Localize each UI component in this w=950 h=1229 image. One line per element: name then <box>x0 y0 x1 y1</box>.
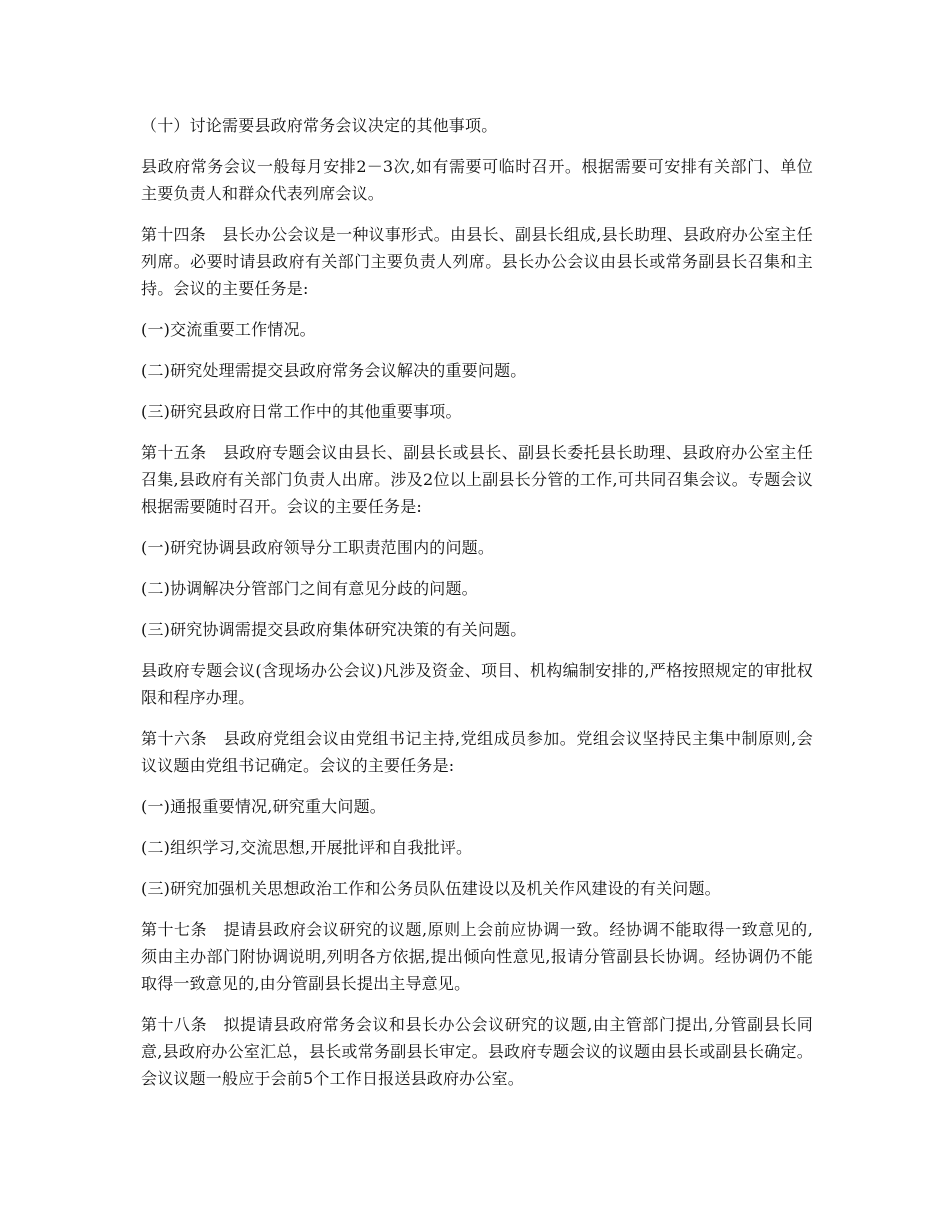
paragraph-article-15-item-2: (二)协调解决分管部门之间有意见分歧的问题。 <box>141 579 478 598</box>
document-body <box>141 112 813 1106</box>
paragraph-article-14: 第十四条 县长办公会议是一种议事形式。由县长、副县长组成,县长助理、县政府办公室主任列席。必要时请县政府有关部门主要负责人列席。县长办公会议由县长或常务副县长召集和主持。会议的主要任务是: <box>141 225 813 298</box>
paragraph-article-14-item-2: (二)研究处理需提交县政府常务会议解决的重要问题。 <box>141 361 527 380</box>
paragraph-special-meeting-rules: 县政府专题会议(含现场办公会议)凡涉及资金、项目、机构编制安排的,严格按照规定的审批权限和程序办理。 <box>141 661 813 707</box>
paragraph-item-10: （十）讨论需要县政府常务会议决定的其他事项。 <box>141 116 498 135</box>
paragraph-article-15-item-3: (三)研究协调需提交县政府集体研究决策的有关问题。 <box>141 620 527 639</box>
paragraph-article-14-item-3: (三)研究县政府日常工作中的其他重要事项。 <box>141 402 462 421</box>
paragraph-article-16-item-1: (一)通报重要情况,研究重大问题。 <box>141 797 386 816</box>
paragraph-article-16-item-3: (三)研究加强机关思想政治工作和公务员队伍建设以及机关作风建设的有关问题。 <box>141 879 721 898</box>
paragraph-article-15: 第十五条 县政府专题会议由县长、副县长或县长、副县长委托县长助理、县政府办公室主任召集,县政府有关部门负责人出席。涉及2位以上副县长分管的工作,可共同召集会议。专题会议根据需要随时召开。会议的主要任务是: <box>141 443 813 516</box>
paragraph-standing-meeting-frequency: 县政府常务会议一般每月安排2－3次,如有需要可临时召开。根据需要可安排有关部门、单位主要负责人和群众代表列席会议。 <box>141 157 813 203</box>
paragraph-article-16: 第十六条 县政府党组会议由党组书记主持,党组成员参加。党组会议坚持民主集中制原则,会议议题由党组书记确定。会议的主要任务是: <box>141 729 813 775</box>
paragraph-article-14-item-1: (一)交流重要工作情况。 <box>141 320 316 339</box>
paragraph-article-18: 第十八条 拟提请县政府常务会议和县长办公会议研究的议题,由主管部门提出,分管副县长同意,县政府办公室汇总，县长或常务副县长审定。县政府专题会议的议题由县长或副县长确定。会议议题一般应于会前5个工作日报送县政府办公室。 <box>141 1015 813 1088</box>
paragraph-article-15-item-1: (一)研究协调县政府领导分工职责范围内的问题。 <box>141 538 495 557</box>
paragraph-article-16-item-2: (二)组织学习,交流思想,开展批评和自我批评。 <box>141 838 473 857</box>
paragraph-article-17: 第十七条 提请县政府会议研究的议题,原则上会前应协调一致。经协调不能取得一致意见的,须由主办部门附协调说明,列明各方依据,提出倾向性意见,报请分管副县长协调。经协调仍不能取得一致意见的,由分管副县长提出主导意见。 <box>141 920 813 993</box>
